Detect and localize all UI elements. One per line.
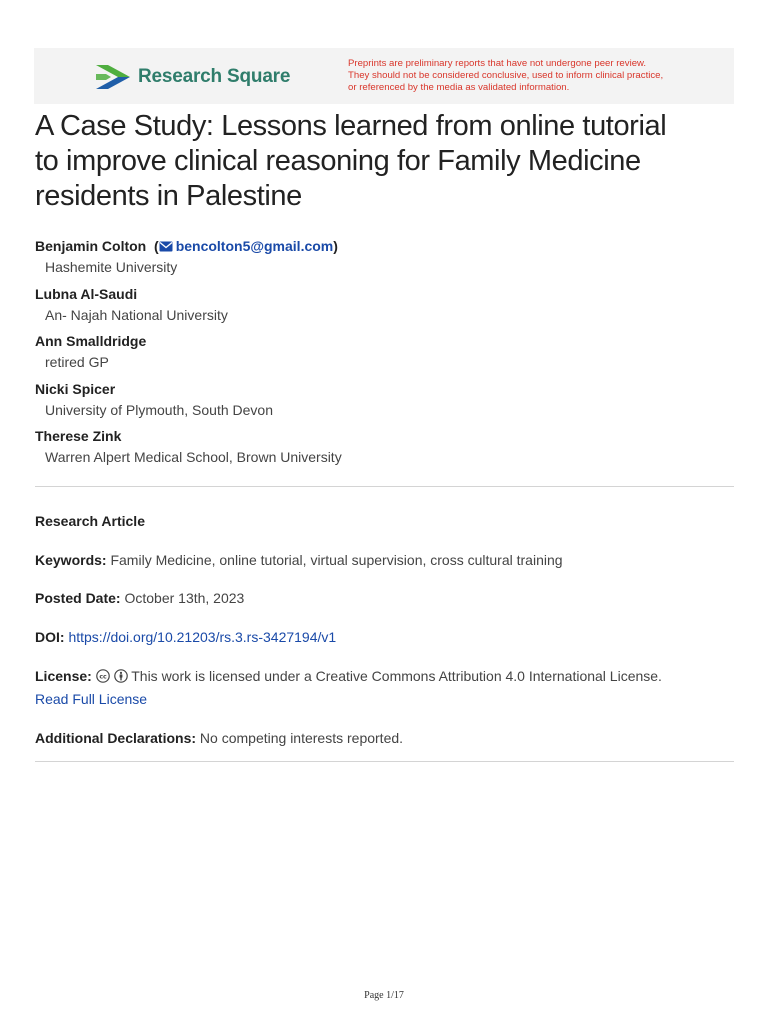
author-name: Therese Zink	[35, 428, 122, 444]
author-affiliation: Warren Alpert Medical School, Brown University	[45, 449, 342, 465]
divider	[35, 761, 734, 762]
disclaimer-line: They should not be considered conclusive, used to inform clinical practice,	[348, 70, 664, 81]
keywords	[35, 549, 735, 572]
posted-date	[35, 587, 735, 610]
keywords-value: Family Medicine, online tutorial, virtual supervision, cross cultural training	[110, 552, 563, 568]
author-email-link[interactable]: bencolton5@gmail.com	[175, 238, 334, 254]
by-icon	[114, 669, 128, 683]
author-name: Nicki Spicer	[35, 380, 116, 397]
envelope-icon	[159, 241, 173, 252]
paper-title	[35, 109, 735, 214]
page-number: Page 1/17	[364, 990, 404, 1001]
disclaimer-line: Preprints are preliminary reports that have not undergone peer review.	[348, 58, 647, 69]
article-type-label: Research Article	[35, 513, 145, 529]
author-name: Benjamin Colton	[35, 238, 147, 254]
disclaimer-line: or referenced by the media as validated information.	[348, 82, 570, 93]
author-item	[35, 379, 735, 427]
doi-label: DOI:	[35, 629, 65, 645]
title-line: A Case Study: Lessons learned from online tutorial	[35, 110, 667, 142]
declarations-label: Additional Declarations:	[35, 730, 197, 746]
title-line: residents in Palestine	[35, 180, 302, 212]
author-list	[35, 236, 735, 474]
preprint-banner	[34, 48, 734, 104]
doi-link[interactable]: https://doi.org/10.21203/rs.3.rs-3427194/v1	[68, 629, 337, 645]
author-name: Lubna Al-Saudi	[35, 285, 138, 302]
author-item	[35, 426, 735, 474]
author-affiliation: Hashemite University	[45, 259, 178, 275]
research-square-logo[interactable]	[94, 62, 290, 92]
additional-declarations	[35, 727, 735, 750]
license	[35, 665, 735, 711]
read-full-license-link[interactable]: Read Full License	[35, 691, 148, 707]
author-name-line	[35, 236, 735, 256]
keywords-label: Keywords:	[35, 552, 107, 568]
author-name: Ann Smalldridge	[35, 333, 147, 349]
author-item	[35, 236, 735, 284]
article-type	[35, 510, 735, 533]
author-item	[35, 284, 735, 332]
cc-icon	[96, 669, 110, 683]
research-square-logo-icon	[94, 62, 132, 92]
divider	[35, 486, 734, 487]
title-line: to improve clinical reasoning for Family Medicine	[35, 145, 641, 177]
author-email-wrap: ( bencolton5@gmail.com)	[150, 238, 338, 254]
author-item	[35, 331, 735, 379]
declarations-value: No competing interests reported.	[199, 730, 404, 746]
doi	[35, 626, 735, 649]
preprint-disclaimer	[348, 58, 728, 94]
license-label: License:	[35, 668, 92, 684]
author-affiliation: University of Plymouth, South Devon	[45, 401, 273, 418]
posted-date-label: Posted Date:	[35, 590, 121, 606]
posted-date-value: October 13th, 2023	[124, 590, 245, 606]
logo-text: Research Square	[138, 66, 291, 87]
author-affiliation: retired GP	[45, 354, 109, 370]
license-text: This work is licensed under a Creative Commons Attribution 4.0 International License.	[131, 668, 662, 684]
author-affiliation: An- Najah National University	[45, 306, 228, 323]
svg-text:cc: cc	[99, 673, 107, 681]
